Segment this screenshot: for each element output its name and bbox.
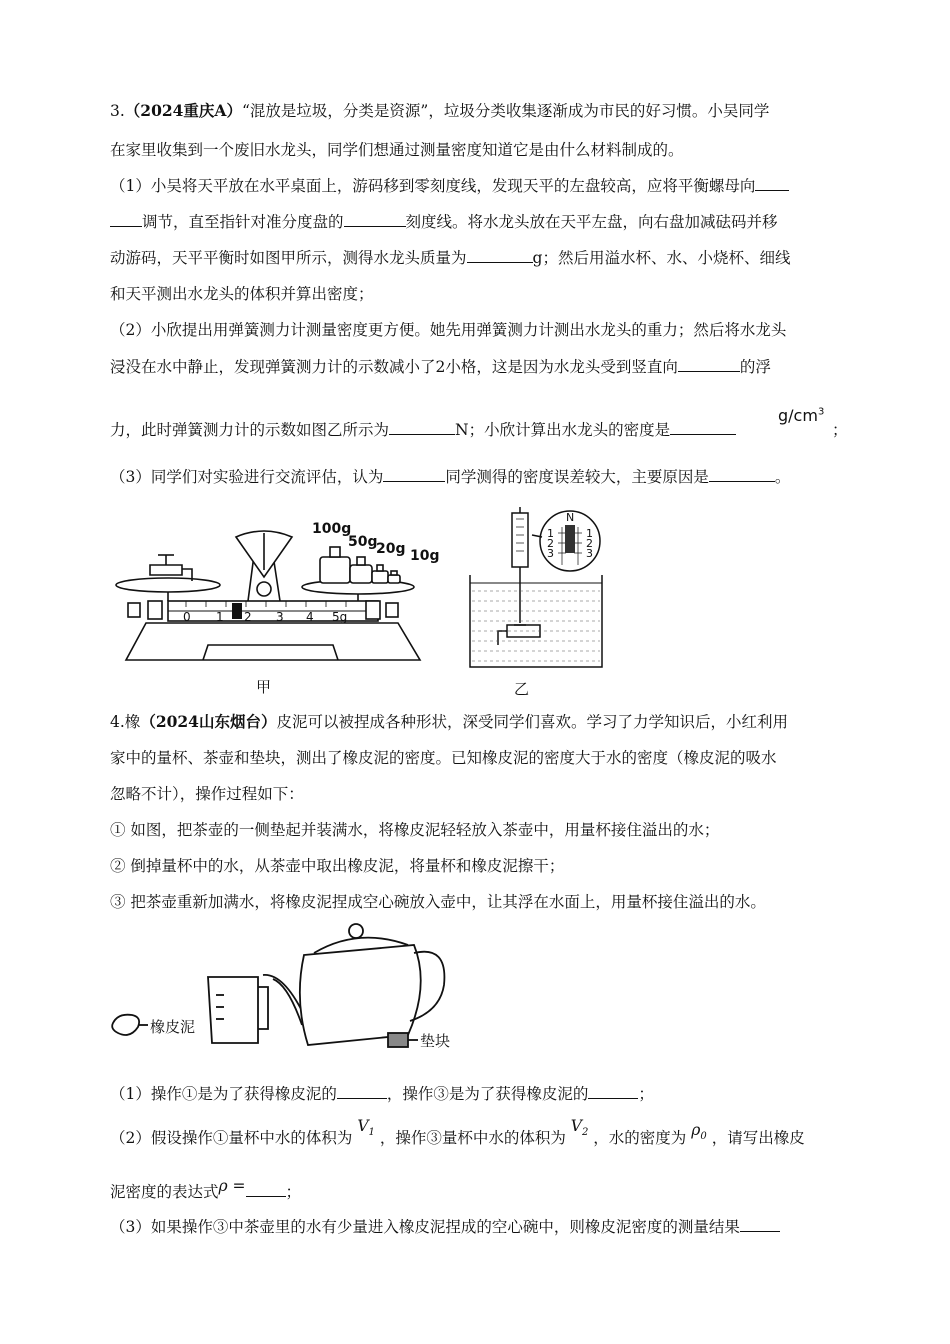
q4-step-1: ① 如图，把茶壶的一侧垫起并装满水，将橡皮泥轻轻放入茶壶中，用量杯接住溢出的水；: [110, 821, 720, 839]
weight-label: 20g: [376, 541, 406, 557]
q4-stem-3: 忽略不计），操作过程如下：: [110, 785, 304, 803]
q4-part1: （1）操作①是为了获得橡皮泥的 ，操作③是为了获得橡皮泥的 ；: [110, 1085, 654, 1103]
answer-blank[interactable]: [740, 1217, 780, 1232]
q4-part2-line2: 泥密度的表达式ρ = ；: [110, 1177, 302, 1201]
q3-p2-text-a: （2）小欣提出用弹簧测力计测量密度更方便。她先用弹簧测力计测出水龙头的重力；然后将水龙头: [110, 321, 787, 339]
answer-blank[interactable]: [246, 1182, 286, 1197]
scale-tick: 3: [276, 610, 284, 624]
q4-part2-line1: （2）假设操作①量杯中水的体积为 $V_1$ ，操作③量杯中水的体积为 $V_2$ ，水的密度为 $\rho_0$ ，请写出橡皮: [110, 1117, 805, 1147]
semicolon: ；: [832, 421, 848, 439]
pad-label: 垫块: [420, 1032, 451, 1050]
answer-blank[interactable]: [678, 357, 740, 372]
answer-blank[interactable]: [709, 467, 775, 482]
q3-p1-text-c: 刻度线。将水龙头放在天平左盘，向右盘加减砝码并移: [405, 213, 778, 231]
q4-stem-2: 家中的量杯、茶壶和垫块，测出了橡皮泥的密度。已知橡皮泥的密度大于水的密度（橡皮泥的吸水: [110, 749, 777, 767]
answer-blank[interactable]: [344, 212, 406, 227]
answer-blank[interactable]: [337, 1084, 387, 1099]
q4-part3: （3）如果操作③中茶壶里的水有少量进入橡皮泥捏成的空心碗中，则橡皮泥密度的测量结果: [110, 1217, 780, 1237]
q4-step-3: ③ 把茶壶重新加满水，将橡皮泥捏成空心碗放入壶中，让其浮在水面上，用量杯接住溢出的水。: [110, 893, 766, 911]
symbol-rho0: $\rho_0$: [691, 1121, 707, 1143]
q4-line-1: 4.橡（2024山东烟台）皮泥可以被捏成各种形状，深受同学们喜欢。学习了力学知识后，小红利用: [110, 712, 788, 731]
q4-number: 4.: [110, 713, 125, 731]
scale-tick: 1: [216, 610, 224, 624]
q3-stem-2: 在家里收集到一个废旧水龙头，同学们想通过测量密度知道它是由什么材料制成的。: [110, 141, 684, 159]
q4-source-tag: （2024山东烟台）: [140, 712, 277, 731]
spring-scale-illustration: [462, 505, 612, 675]
answer-blank[interactable]: [670, 420, 736, 435]
scale-number: 3: [586, 547, 593, 560]
symbol-rho: ρ =: [218, 1177, 246, 1195]
spring-scale-figure: [462, 505, 612, 675]
density-unit: $g/cm^3$: [778, 406, 825, 425]
q3-p1-text-a: （1）小吴将天平放在水平桌面上，游码移到零刻度线，发现天平的左盘较高，应将平衡螺母向: [110, 177, 756, 195]
balance-illustration: [108, 515, 448, 665]
scale-tick: 2: [244, 610, 252, 624]
scale-number: 2: [586, 537, 593, 550]
q3-p1-text-d: 动游码，天平平衡时如图甲所示，测得水龙头质量为: [110, 249, 467, 267]
scale-number: 2: [547, 537, 554, 550]
q3-p2-text-c: 的浮: [739, 358, 771, 376]
symbol-v1: $V_1$: [357, 1117, 375, 1139]
scale-tick: 4: [306, 610, 314, 624]
symbol-v2: $V_2$: [570, 1117, 589, 1139]
answer-blank[interactable]: [389, 420, 455, 435]
weight-label: 100g: [312, 521, 352, 537]
answer-blank[interactable]: [467, 248, 533, 263]
q3-p1-text-f: 和天平测出水龙头的体积并算出密度；: [110, 285, 374, 303]
answer-blank[interactable]: [383, 467, 445, 482]
answer-blank[interactable]: [110, 212, 142, 227]
q3-line-1: [110, 101, 769, 121]
q3-part1-line3: [110, 248, 790, 268]
q3-p3-text-b: 同学测得的密度误差较大，主要原因是: [445, 468, 709, 486]
q4-step-2: ② 倒掉量杯中的水，从茶壶中取出橡皮泥，将量杯和橡皮泥擦干；: [110, 857, 565, 875]
q3-source-tag: （2024重庆A）: [124, 101, 242, 120]
scale-number: 1: [586, 527, 593, 540]
q3-p2-text-d: 力，此时弹簧测力计的示数如图乙所示为: [110, 421, 390, 439]
q3-p2-text-b: 浸没在水中静止，发现弹簧测力计的示数减小了2小格，这是因为水龙头受到竖直向: [110, 358, 678, 376]
answer-blank[interactable]: [755, 176, 789, 191]
q3-p3-text-a: （3）同学们对实验进行交流评估，认为: [110, 468, 384, 486]
teapot-illustration: [108, 915, 488, 1055]
q3-part1-line2: [110, 212, 778, 232]
scale-number: 3: [547, 547, 554, 560]
weight-label: 50g: [348, 534, 378, 550]
answer-blank[interactable]: [588, 1084, 638, 1099]
scale-tick: 0: [183, 610, 191, 624]
scale-number: 1: [547, 527, 554, 540]
q3-part2-line3: [110, 420, 736, 440]
q3-p1-text-e: g；然后用溢水杯、水、小烧杯、细线: [532, 249, 791, 267]
scale-unit: N: [566, 511, 575, 524]
scale-tick: 5g: [332, 610, 348, 624]
clay-label: 橡皮泥: [150, 1018, 196, 1036]
q3-part1-line1: [110, 176, 789, 196]
balance-figure: [108, 515, 448, 665]
q3-part3: （3）同学们对实验进行交流评估，认为 同学测得的密度误差较大，主要原因是 。: [110, 468, 791, 486]
figure-caption-yi: 乙: [514, 680, 530, 698]
weight-label: 10g: [410, 548, 440, 564]
q3-number: 3.: [110, 102, 125, 120]
q3-p1-text-b: 调节，直至指针对准分度盘的: [142, 213, 344, 231]
teapot-figure: [108, 915, 488, 1055]
q3-part2-line2: [110, 357, 771, 377]
q3-stem-1: “混放是垃圾，分类是资源”，垃圾分类收集逐渐成为市民的好习惯。小吴同学: [241, 102, 770, 120]
q3-p2-text-e: N；小欣计算出水龙头的密度是: [455, 421, 671, 439]
figure-caption-jia: 甲: [256, 678, 272, 696]
